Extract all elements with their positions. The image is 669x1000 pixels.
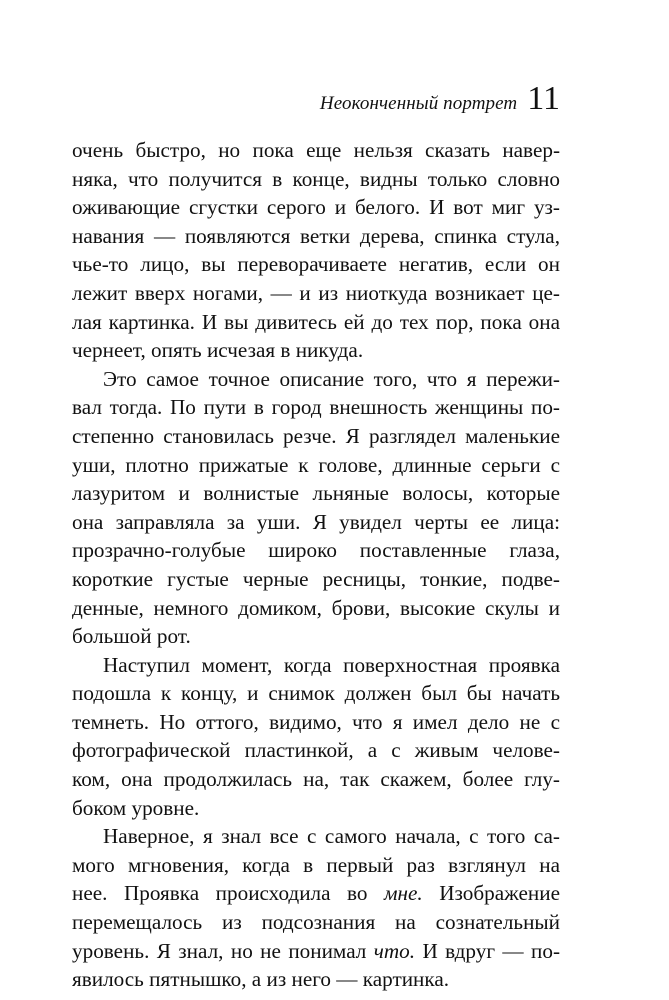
text-line: мого мгновения, когда в первый раз взглянул на	[72, 852, 560, 877]
text-line: короткие густые черные ресницы, тонкие, подве-	[72, 566, 560, 591]
text-line: она заправляла за уши. Я увидел черты ее лица:	[72, 509, 560, 534]
text-line: лежит вверх ногами, — и из ниоткуда возникает це-	[72, 280, 560, 305]
text-line	[72, 937, 560, 966]
text-line: вал тогда. По пути в город внешность женщины по-	[72, 395, 560, 420]
text-line: Наступил момент, когда поверхностная проявка	[103, 652, 560, 677]
text-line: Это самое точное описание того, что я пережи-	[103, 366, 560, 391]
running-title: Неоконченный портрет	[319, 93, 518, 114]
text-line: прозрачно-голубые широко поставленные глаза,	[72, 538, 560, 563]
text-line: явилось пятнышко, а из него — картинка.	[72, 967, 450, 992]
text-line: подошла к концу, и снимок должен был бы начать	[72, 681, 560, 706]
text-line: фотографической пластинкой, а с живым челове-	[72, 738, 560, 763]
text-run: И вдруг — по-	[415, 938, 560, 963]
paragraph	[72, 822, 560, 994]
text-run: Изображение	[422, 881, 561, 906]
text-line: чернеет, опять исчезая в никуда.	[72, 338, 364, 363]
paragraph	[72, 136, 560, 365]
text-line: степенно становилась резче. Я разглядел маленькие	[72, 423, 560, 448]
text-line: перемещалось из подсознания на сознательный	[72, 910, 560, 935]
page-number: 11	[527, 80, 560, 117]
text-line: ком, она продолжилась на, так скажем, более глу-	[72, 767, 560, 792]
paragraph	[72, 651, 560, 823]
running-header	[0, 82, 560, 116]
emphasis: мне.	[384, 881, 423, 906]
text-line: денные, немного домиком, брови, высокие скулы и	[72, 595, 560, 620]
text-line: Наверное, я знал все с самого начала, с того са-	[103, 824, 560, 849]
text-line: боком уровне.	[72, 795, 200, 820]
text-run: уровень. Я знал, но не понимал	[72, 938, 374, 963]
emphasis: что.	[373, 938, 416, 963]
text-line: навания — появляются ветки дерева, спинка стула,	[72, 223, 560, 248]
paragraph	[72, 365, 560, 651]
text-line: чье-то лицо, вы переворачиваете негатив, если он	[72, 252, 560, 277]
text-line: лая картинка. И вы дивитесь ей до тех пор, пока она	[72, 309, 560, 334]
text-line: очень быстро, но пока еще нельзя сказать навер-	[72, 138, 560, 162]
text-line: оживающие сгустки серого и белого. И вот миг уз-	[72, 195, 560, 220]
text-line: уши, плотно прижатые к голове, длинные серьги с	[72, 452, 560, 477]
text-line: лазуритом и волнистые льняные волосы, которые	[72, 481, 560, 506]
text-line	[72, 879, 560, 908]
text-line: большой рот.	[72, 624, 191, 649]
text-run: нее. Проявка происходила во	[72, 881, 384, 906]
text-line: темнеть. Но оттого, видимо, что я имел дело не с	[72, 709, 560, 734]
text-line: няка, что получится в конце, видны только словно	[72, 166, 560, 191]
body-text	[72, 136, 560, 994]
